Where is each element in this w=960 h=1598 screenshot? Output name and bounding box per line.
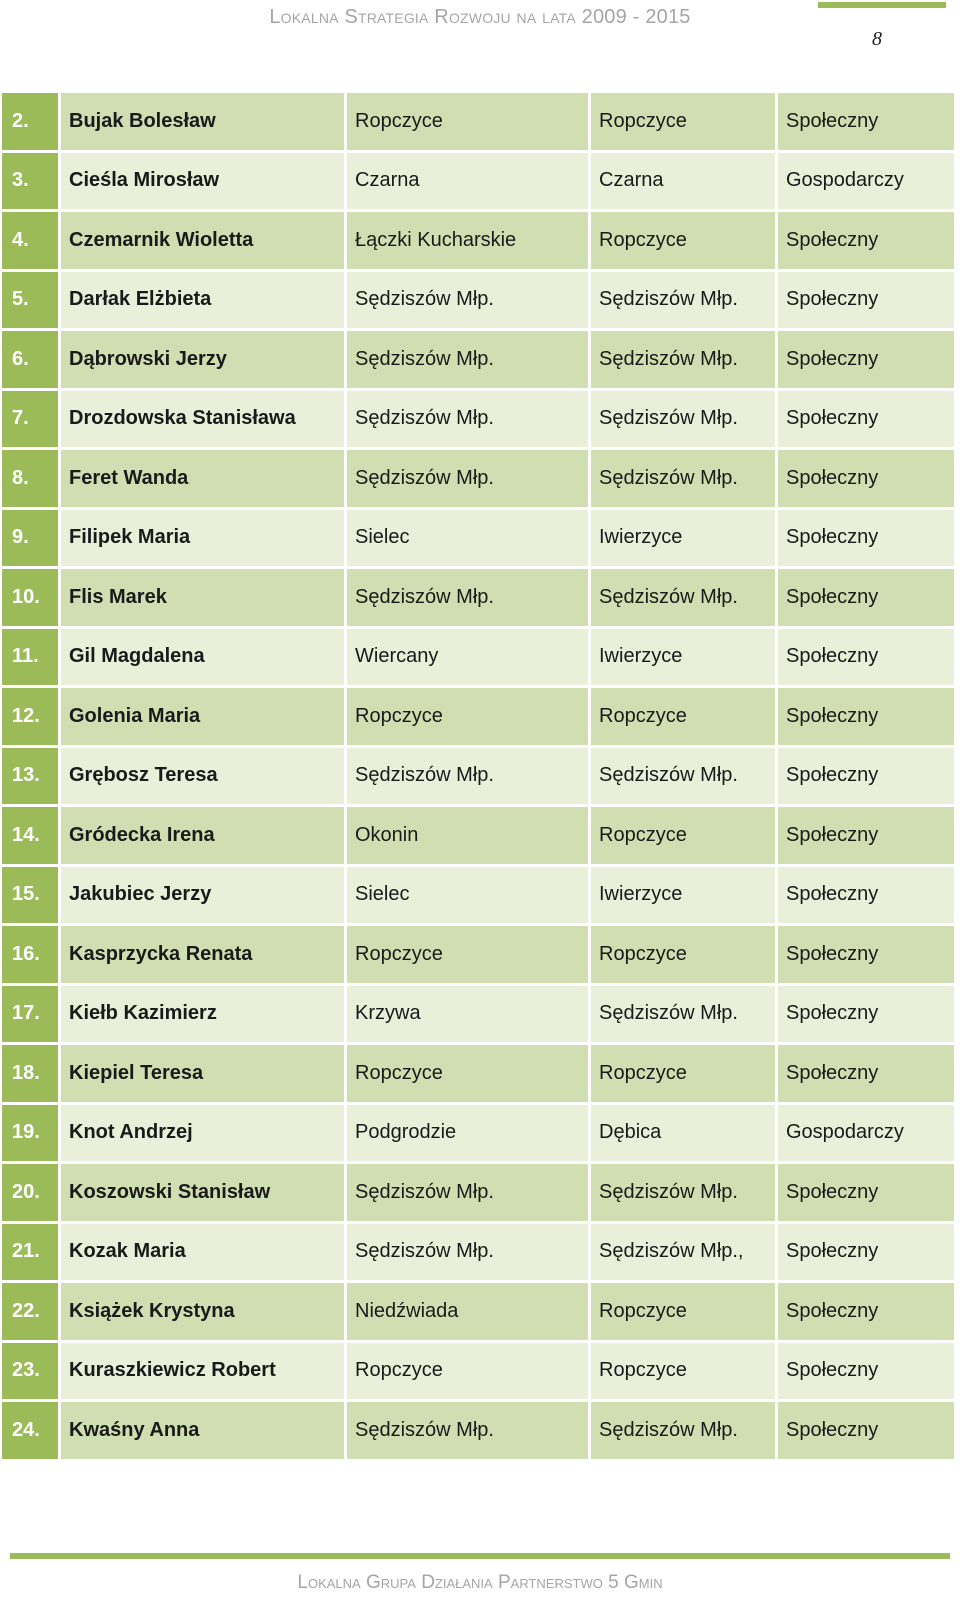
member-gmina: Sędziszów Młp. xyxy=(591,391,778,451)
row-number: 7. xyxy=(2,391,61,451)
member-place: Sędziszów Młp. xyxy=(347,272,591,332)
member-sector: Gospodarczy xyxy=(778,153,954,213)
row-number: 19. xyxy=(2,1105,61,1165)
member-gmina: Iwierzyce xyxy=(591,510,778,570)
member-name: Koszowski Stanisław xyxy=(61,1164,347,1224)
member-place: Podgrodzie xyxy=(347,1105,591,1165)
member-place: Wiercany xyxy=(347,629,591,689)
member-sector: Społeczny xyxy=(778,450,954,510)
members-table xyxy=(2,93,954,1462)
member-name: Gródecka Irena xyxy=(61,807,347,867)
member-sector: Społeczny xyxy=(778,569,954,629)
row-number: 5. xyxy=(2,272,61,332)
member-name: Czemarnik Wioletta xyxy=(61,212,347,272)
table-row xyxy=(2,1224,954,1284)
table-row xyxy=(2,1283,954,1343)
row-number: 17. xyxy=(2,986,61,1046)
row-number: 11. xyxy=(2,629,61,689)
member-sector: Społeczny xyxy=(778,1164,954,1224)
member-place: Okonin xyxy=(347,807,591,867)
member-name: Bujak Bolesław xyxy=(61,93,347,153)
member-place: Sędziszów Młp. xyxy=(347,569,591,629)
footer-title: Lokalna Grupa Działania Partnerstwo 5 Gmin xyxy=(297,1572,663,1593)
member-name: Kozak Maria xyxy=(61,1224,347,1284)
member-sector: Społeczny xyxy=(778,1224,954,1284)
table-row xyxy=(2,986,954,1046)
member-sector: Społeczny xyxy=(778,807,954,867)
table-row xyxy=(2,1105,954,1165)
row-number: 2. xyxy=(2,93,61,153)
row-number: 10. xyxy=(2,569,61,629)
member-gmina: Ropczyce xyxy=(591,688,778,748)
row-number: 4. xyxy=(2,212,61,272)
row-number: 15. xyxy=(2,867,61,927)
member-name: Kiepiel Teresa xyxy=(61,1045,347,1105)
footer-accent-bar xyxy=(10,1553,950,1559)
table-row xyxy=(2,391,954,451)
row-number: 21. xyxy=(2,1224,61,1284)
member-name: Gil Magdalena xyxy=(61,629,347,689)
page-number: 8 xyxy=(872,28,882,50)
member-gmina: Sędziszów Młp. xyxy=(591,569,778,629)
member-sector: Społeczny xyxy=(778,629,954,689)
row-number: 23. xyxy=(2,1343,61,1403)
member-gmina: Sędziszów Młp. xyxy=(591,331,778,391)
table-row xyxy=(2,1045,954,1105)
member-gmina: Iwierzyce xyxy=(591,629,778,689)
table-row xyxy=(2,153,954,213)
member-sector: Społeczny xyxy=(778,1343,954,1403)
member-sector: Społeczny xyxy=(778,272,954,332)
member-place: Sędziszów Młp. xyxy=(347,748,591,808)
member-name: Grębosz Teresa xyxy=(61,748,347,808)
member-place: Ropczyce xyxy=(347,688,591,748)
member-sector: Społeczny xyxy=(778,1045,954,1105)
member-gmina: Sędziszów Młp., xyxy=(591,1224,778,1284)
member-sector: Społeczny xyxy=(778,1402,954,1462)
table-row xyxy=(2,510,954,570)
header-accent-bar xyxy=(818,2,946,8)
members-table-body xyxy=(2,93,954,1462)
member-name: Darłak Elżbieta xyxy=(61,272,347,332)
member-gmina: Ropczyce xyxy=(591,93,778,153)
member-place: Ropczyce xyxy=(347,1343,591,1403)
member-sector: Gospodarczy xyxy=(778,1105,954,1165)
table-row xyxy=(2,629,954,689)
member-place: Sielec xyxy=(347,510,591,570)
member-name: Jakubiec Jerzy xyxy=(61,867,347,927)
row-number: 12. xyxy=(2,688,61,748)
member-sector: Społeczny xyxy=(778,331,954,391)
member-gmina: Czarna xyxy=(591,153,778,213)
member-gmina: Iwierzyce xyxy=(591,867,778,927)
table-row xyxy=(2,272,954,332)
member-gmina: Ropczyce xyxy=(591,1283,778,1343)
member-sector: Społeczny xyxy=(778,986,954,1046)
member-place: Ropczyce xyxy=(347,93,591,153)
member-place: Ropczyce xyxy=(347,1045,591,1105)
table-row xyxy=(2,212,954,272)
member-gmina: Sędziszów Młp. xyxy=(591,450,778,510)
member-place: Sędziszów Młp. xyxy=(347,331,591,391)
row-number: 8. xyxy=(2,450,61,510)
member-sector: Społeczny xyxy=(778,748,954,808)
member-place: Łączki Kucharskie xyxy=(347,212,591,272)
member-name: Książek Krystyna xyxy=(61,1283,347,1343)
member-gmina: Ropczyce xyxy=(591,926,778,986)
member-name: Dąbrowski Jerzy xyxy=(61,331,347,391)
member-name: Knot Andrzej xyxy=(61,1105,347,1165)
row-number: 9. xyxy=(2,510,61,570)
member-place: Sędziszów Młp. xyxy=(347,450,591,510)
table-row xyxy=(2,450,954,510)
member-place: Niedźwiada xyxy=(347,1283,591,1343)
member-sector: Społeczny xyxy=(778,688,954,748)
table-row xyxy=(2,867,954,927)
table-row xyxy=(2,93,954,153)
row-number: 16. xyxy=(2,926,61,986)
member-place: Ropczyce xyxy=(347,926,591,986)
member-name: Kiełb Kazimierz xyxy=(61,986,347,1046)
member-sector: Społeczny xyxy=(778,1283,954,1343)
row-number: 13. xyxy=(2,748,61,808)
member-name: Golenia Maria xyxy=(61,688,347,748)
member-gmina: Ropczyce xyxy=(591,1343,778,1403)
row-number: 22. xyxy=(2,1283,61,1343)
table-row xyxy=(2,569,954,629)
member-sector: Społeczny xyxy=(778,93,954,153)
table-row xyxy=(2,1164,954,1224)
row-number: 18. xyxy=(2,1045,61,1105)
member-name: Drozdowska Stanisława xyxy=(61,391,347,451)
member-sector: Społeczny xyxy=(778,510,954,570)
member-gmina: Sędziszów Młp. xyxy=(591,748,778,808)
table-row xyxy=(2,807,954,867)
member-gmina: Ropczyce xyxy=(591,807,778,867)
table-row xyxy=(2,331,954,391)
member-name: Kasprzycka Renata xyxy=(61,926,347,986)
table-row xyxy=(2,1343,954,1403)
member-place: Krzywa xyxy=(347,986,591,1046)
member-place: Sędziszów Młp. xyxy=(347,391,591,451)
member-place: Sędziszów Młp. xyxy=(347,1164,591,1224)
member-sector: Społeczny xyxy=(778,391,954,451)
member-gmina: Ropczyce xyxy=(591,212,778,272)
table-row xyxy=(2,926,954,986)
table-row xyxy=(2,748,954,808)
table-row xyxy=(2,1402,954,1462)
member-place: Sędziszów Młp. xyxy=(347,1224,591,1284)
member-sector: Społeczny xyxy=(778,867,954,927)
row-number: 14. xyxy=(2,807,61,867)
member-place: Czarna xyxy=(347,153,591,213)
member-gmina: Sędziszów Młp. xyxy=(591,986,778,1046)
row-number: 6. xyxy=(2,331,61,391)
table-row xyxy=(2,688,954,748)
member-name: Filipek Maria xyxy=(61,510,347,570)
member-gmina: Sędziszów Młp. xyxy=(591,1164,778,1224)
member-gmina: Sędziszów Młp. xyxy=(591,1402,778,1462)
member-sector: Społeczny xyxy=(778,926,954,986)
member-name: Kuraszkiewicz Robert xyxy=(61,1343,347,1403)
member-name: Feret Wanda xyxy=(61,450,347,510)
member-name: Flis Marek xyxy=(61,569,347,629)
member-name: Kwaśny Anna xyxy=(61,1402,347,1462)
row-number: 24. xyxy=(2,1402,61,1462)
row-number: 20. xyxy=(2,1164,61,1224)
member-name: Cieśla Mirosław xyxy=(61,153,347,213)
member-gmina: Ropczyce xyxy=(591,1045,778,1105)
member-place: Sielec xyxy=(347,867,591,927)
row-number: 3. xyxy=(2,153,61,213)
member-gmina: Sędziszów Młp. xyxy=(591,272,778,332)
member-place: Sędziszów Młp. xyxy=(347,1402,591,1462)
header-title: Lokalna Strategia Rozwoju na lata 2009 - 2015 xyxy=(269,6,691,28)
member-sector: Społeczny xyxy=(778,212,954,272)
member-gmina: Dębica xyxy=(591,1105,778,1165)
